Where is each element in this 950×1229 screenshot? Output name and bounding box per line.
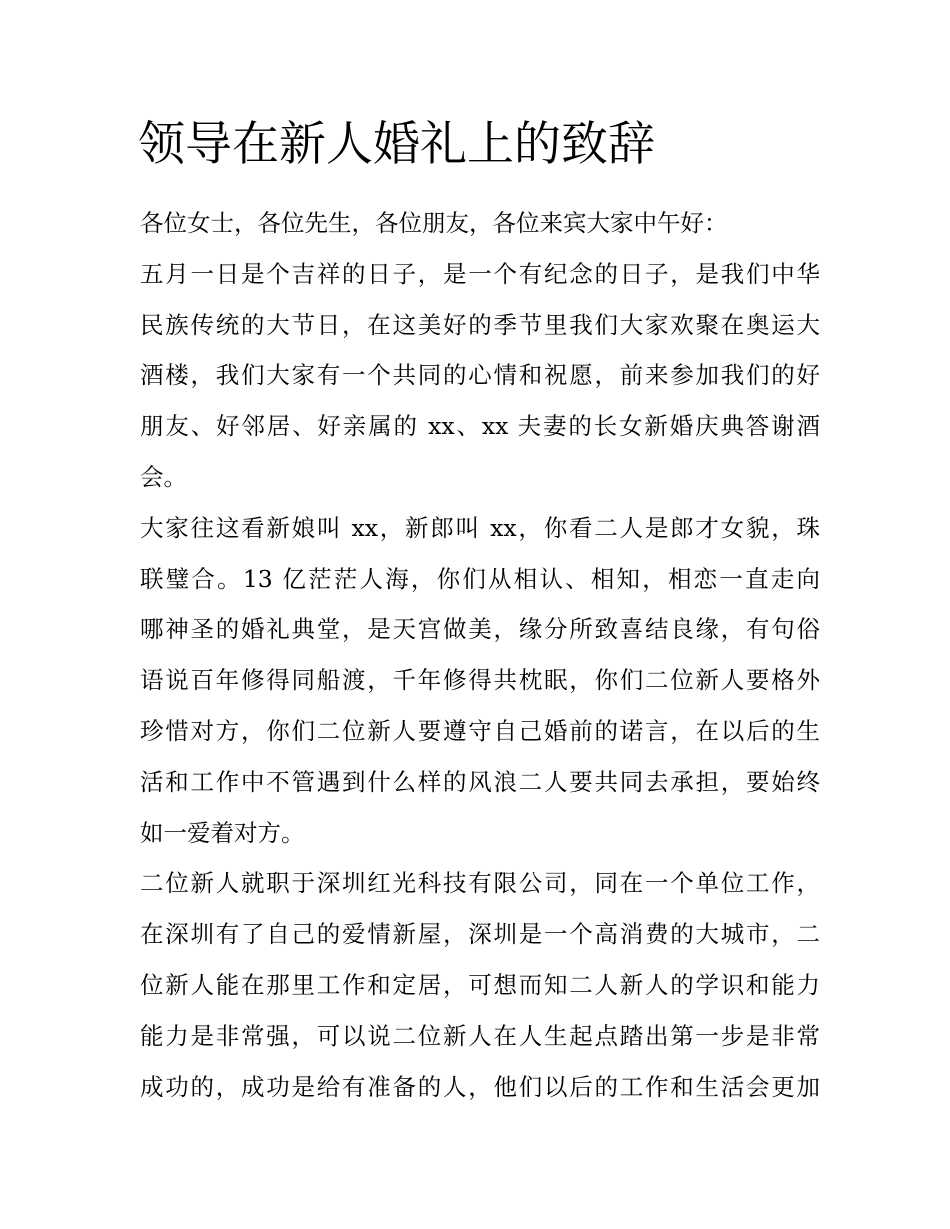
text-line: 在深圳有了自己的爱情新屋，深圳是一个高消费的大城市，二	[140, 920, 820, 949]
text-line: 五月一日是个吉祥的日子，是一个有纪念的日子，是我们中华	[140, 259, 820, 288]
text-line: 联璧合。13 亿茫茫人海，你们从相认、相知，相恋一直走向	[140, 564, 820, 593]
text-line: 活和工作中不管遇到什么样的风浪二人要共同去承担，要始终	[140, 767, 820, 796]
text-line: 酒楼，我们大家有一个共同的心情和祝愿，前来参加我们的好	[140, 361, 820, 390]
document-body	[140, 198, 820, 1112]
text-line: 珍惜对方，你们二位新人要遵守自己婚前的诺言，在以后的生	[140, 716, 820, 745]
text-line: 朋友、好邻居、好亲属的 xx、xx 夫妻的长女新婚庆典答谢酒	[140, 412, 820, 441]
text-line: 会。	[140, 462, 187, 491]
text-line: 如一爱着对方。	[140, 818, 305, 847]
text-line: 能力是非常强，可以说二位新人在人生起点踏出第一步是非常	[140, 1021, 820, 1050]
text-line: 各位女士，各位先生，各位朋友，各位来宾大家中午好：	[140, 209, 728, 237]
text-line: 哪神圣的婚礼典堂，是天宫做美，缘分所致喜结良缘，有句俗	[140, 615, 820, 644]
text-line: 语说百年修得同船渡，千年修得共枕眠，你们二位新人要格外	[140, 666, 820, 695]
text-line: 民族传统的大节日，在这美好的季节里我们大家欢聚在奥运大	[140, 310, 820, 339]
text-line: 二位新人就职于深圳红光科技有限公司，同在一个单位工作，	[140, 869, 820, 898]
text-line: 大家往这看新娘叫 xx，新郎叫 xx，你看二人是郎才女貌，珠	[140, 513, 820, 542]
text-line: 成功的，成功是给有准备的人，他们以后的工作和生活会更加	[140, 1072, 820, 1101]
text-line: 位新人能在那里工作和定居，可想而知二人新人的学识和能力	[140, 970, 820, 999]
document-title: 领导在新人婚礼上的致辞	[138, 117, 655, 172]
